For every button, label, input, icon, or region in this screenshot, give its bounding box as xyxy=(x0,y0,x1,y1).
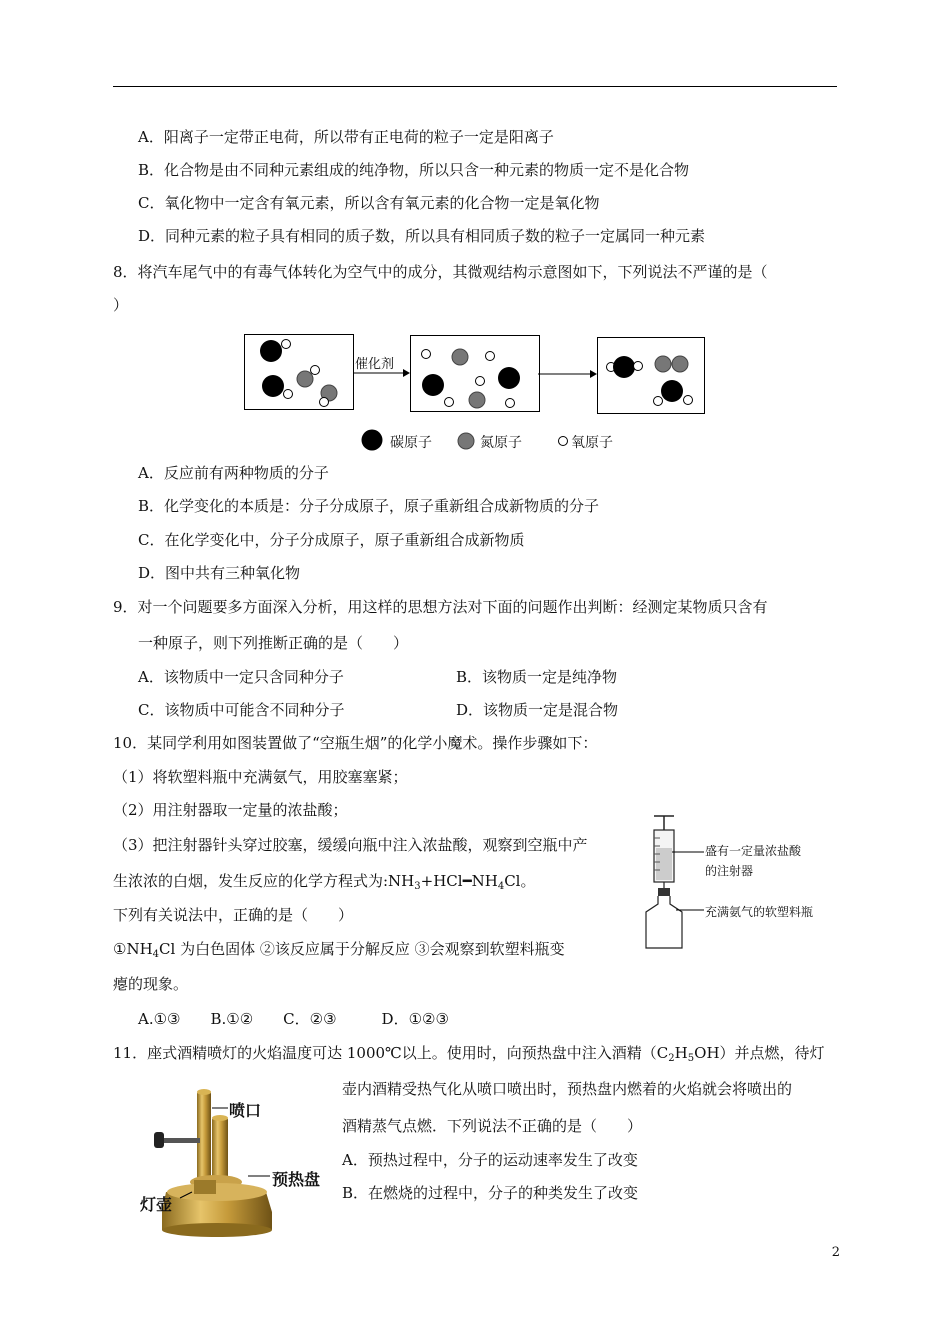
carbon-atom xyxy=(661,380,683,402)
q8-option-b: B．化学变化的本质是：分子分成原子，原子重新组合成新物质的分子 xyxy=(138,497,600,515)
oxygen-atom xyxy=(320,398,329,407)
nitrogen-atom xyxy=(672,356,688,372)
preheat-plate-label: 预热盘 xyxy=(272,1170,321,1189)
oxygen-atom xyxy=(654,397,663,406)
q8-stem-line2: ） xyxy=(113,296,129,314)
bottle-label: 充满氨气的软塑料瓶 xyxy=(705,905,814,919)
legend-oxygen-label: 氧原子 xyxy=(571,435,613,451)
oxygen-atom xyxy=(311,366,320,375)
syringe-label-line2: 的注射器 xyxy=(705,864,754,878)
nitrogen-atom xyxy=(452,349,468,365)
carbon-atom xyxy=(498,367,520,389)
oxygen-atom xyxy=(634,362,643,371)
q9-option-b: B．该物质一定是纯净物 xyxy=(456,668,618,686)
oxygen-atom xyxy=(284,390,293,399)
legend-carbon-icon xyxy=(360,428,386,452)
nitrogen-atom xyxy=(297,371,313,387)
reaction-diagram xyxy=(240,328,720,456)
oxygen-atom xyxy=(422,350,431,359)
q10-step1: （1）将软塑料瓶中充满氨气，用胶塞塞紧； xyxy=(113,768,408,786)
legend-carbon-label: 碳原子 xyxy=(390,435,432,451)
q9-option-a: A．该物质中一定只含同种分子 xyxy=(138,668,344,686)
q10-step3-line1: （3）把注射器针头穿过胶塞，缓缓向瓶中注入浓盐酸，观察到空瓶中产 xyxy=(113,836,588,854)
q10-stem: 10．某同学利用如图装置做了“空瓶生烟”的化学小魔术。操作步骤如下： xyxy=(113,734,598,752)
q9-option-c: C．该物质中可能含不同种分子 xyxy=(138,701,345,719)
oxygen-atom xyxy=(445,398,454,407)
carbon-atom xyxy=(262,375,284,397)
q10-step2: （2）用注射器取一定量的浓盐酸； xyxy=(113,801,348,819)
q7-option-b: B．化合物是由不同种元素组成的纯净物，所以只含一种元素的物质一定不是化合物 xyxy=(138,161,690,179)
q8-option-c: C．在化学变化中，分子分成原子，原子重新组合成新物质 xyxy=(138,531,525,549)
q11-option-b: B．在燃烧的过程中，分子的种类发生了改变 xyxy=(342,1184,639,1202)
legend-nitrogen-icon xyxy=(456,431,476,451)
carbon-atom xyxy=(613,356,635,378)
legend-oxygen-icon xyxy=(557,435,569,447)
carbon-atom xyxy=(260,340,282,362)
q11-stem-line2: 壶内酒精受热气化从喷口喷出时，预热盘内燃着的火焰就会将喷出的 xyxy=(342,1080,793,1098)
header-rule xyxy=(113,86,837,87)
q10-question: 下列有关说法中，正确的是（ ） xyxy=(113,906,354,924)
q9-stem-line2: 一种原子，则下列推断正确的是（ ） xyxy=(138,634,409,652)
oxygen-atom xyxy=(476,377,485,386)
arrow-icon xyxy=(538,369,598,379)
nitrogen-atom xyxy=(655,356,671,372)
oxygen-atom xyxy=(486,352,495,361)
lamp-pot-label: 灯壶 xyxy=(140,1195,173,1214)
q7-option-d: D．同种元素的粒子具有相同的质子数，所以具有相同质子数的粒子一定属同一种元素 xyxy=(138,227,706,245)
q10-statements-line2: 瘪的现象。 xyxy=(113,975,189,993)
oxygen-atom xyxy=(684,396,693,405)
oxygen-atom xyxy=(282,340,291,349)
carbon-atom xyxy=(422,374,444,396)
after-molecules xyxy=(598,338,704,413)
q10-statements-line1: $①NH_4Cl$ 为白色固体 ②该反应属于分解反应 ③会观察到软塑料瓶变 xyxy=(113,940,565,960)
q9-option-d: D．该物质一定是混合物 xyxy=(456,701,619,719)
q10-step3-line2: 生浓浓的白烟，发生反应的化学方程式为$:NH_3+HCl━NH_4Cl$。 xyxy=(113,872,536,892)
before-molecules xyxy=(245,335,353,409)
leader-lines xyxy=(672,846,706,916)
q7-option-a: A．阳离子一定带正电荷，所以带有正电荷的粒子一定是阳离子 xyxy=(138,128,554,146)
legend-nitrogen-label: 氮原子 xyxy=(480,435,522,451)
middle-atoms xyxy=(411,336,539,411)
q11-stem-line1: 11．座式酒精喷灯的火焰温度可达 1000℃以上。使用时，向预热盘中注入酒精$(C_2H_5OH)$并点燃，待灯 xyxy=(113,1044,825,1064)
q9-stem-line1: 9．对一个问题要多方面深入分析，用这样的思想方法对下面的问题作出判断：经测定某物质只含有 xyxy=(113,598,768,616)
oxygen-atom xyxy=(506,399,515,408)
q8-option-d: D．图中共有三种氧化物 xyxy=(138,564,301,582)
arrow-icon xyxy=(353,368,411,378)
syringe-label-line1: 盛有一定量浓盐酸 xyxy=(705,844,802,858)
nitrogen-atom xyxy=(469,392,485,408)
q11-stem-line3: 酒精蒸气点燃．下列说法不正确的是（ ） xyxy=(342,1117,643,1135)
q8-option-a: A．反应前有两种物质的分子 xyxy=(138,464,329,482)
after-box xyxy=(597,337,705,414)
middle-box xyxy=(410,335,540,412)
page-number: 2 xyxy=(831,1245,840,1260)
nozzle-label: 喷口 xyxy=(229,1101,262,1120)
q8-stem-line1: 8．将汽车尾气中的有毒气体转化为空气中的成分，其微观结构示意图如下，下列说法不严谨的是（ xyxy=(113,263,768,281)
q10-options: A.①③ B.①② C．②③ D．①②③ xyxy=(138,1010,449,1028)
q11-option-a: A．预热过程中，分子的运动速率发生了改变 xyxy=(342,1151,638,1169)
q7-option-c: C．氧化物中一定含有氧元素，所以含有氧元素的化合物一定是氧化物 xyxy=(138,194,600,212)
before-box xyxy=(244,334,354,410)
catalyst-label: 催化剂 xyxy=(355,357,395,372)
